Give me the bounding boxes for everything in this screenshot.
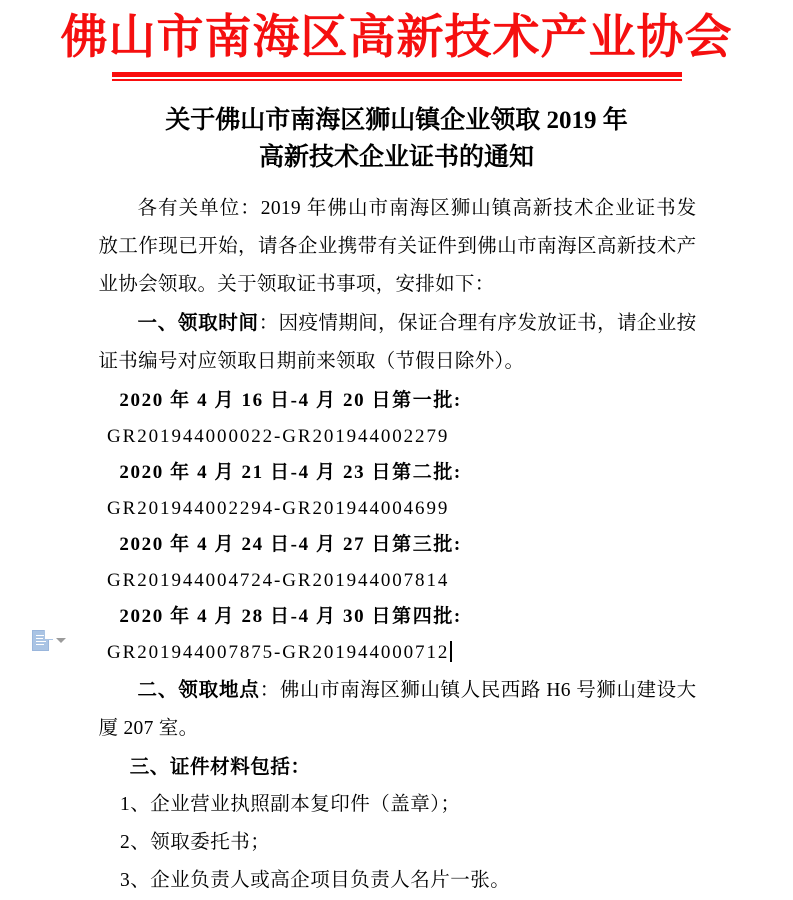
batch-range-4: GR201944007875-GR201944000712	[107, 641, 450, 663]
text-cursor	[450, 641, 452, 662]
batch-date-1: 2020 年 4 月 16 日-4 月 20 日第一批:	[119, 389, 462, 411]
material-item-2: 2、领取委托书；	[119, 831, 271, 853]
divider-thin-rule	[112, 79, 682, 81]
section-materials-heading: 三、证件材料包括：	[129, 755, 311, 778]
batch-date-3: 2020 年 4 月 24 日-4 月 27 日第三批:	[119, 533, 462, 555]
batch-date-4: 2020 年 4 月 28 日-4 月 30 日第四批:	[119, 605, 462, 627]
batch-range-2: GR201944002294-GR201944004699	[107, 497, 450, 519]
section-time-body: ：因疫情期间，保证合理有序发放证书，请企业按证书编号对应领取日期前来领取（节假日除外）。	[98, 312, 697, 372]
section-time	[99, 304, 697, 381]
batch-list	[99, 383, 697, 671]
organization-name: 佛山市南海区高新技术产业协会	[60, 12, 733, 64]
batch-range-3: GR201944004724-GR201944007814	[107, 569, 450, 591]
document-title	[107, 103, 687, 176]
batch-range-4-wrap	[99, 635, 697, 671]
opening-paragraph: 各有关单位：2019 年佛山市南海区狮山镇高新技术企业证书发放工作现已开始，请各企业携带有关证件到佛山市南海区高新技术产业协会领取。关于领取证书事项，安排如下：	[98, 197, 697, 295]
document-body	[97, 190, 697, 900]
section-location	[99, 671, 697, 748]
batch-date-2: 2020 年 4 月 21 日-4 月 23 日第二批:	[119, 461, 462, 483]
paste-options-icon[interactable]	[32, 630, 49, 651]
letterhead-divider	[112, 72, 682, 81]
section-time-heading: 一、领取时间	[137, 311, 259, 334]
document-title-line-2: 高新技术企业证书的通知	[258, 143, 534, 171]
chevron-down-icon[interactable]	[56, 638, 66, 643]
batch-range-1: GR201944000022-GR201944002279	[107, 425, 450, 447]
section-location-heading: 二、领取地点	[137, 678, 260, 701]
material-item-1: 1、企业营业执照副本复印件（盖章）；	[119, 793, 461, 815]
section-location-body: ：佛山市南海区狮山镇人民西路 H6 号狮山建设大厦 207 室。	[98, 679, 697, 739]
paste-options-widget[interactable]	[32, 630, 66, 651]
paste-icon-lines	[36, 635, 46, 647]
letterhead	[0, 0, 793, 81]
material-item-3: 3、企业负责人或高企项目负责人名片一张。	[119, 869, 511, 891]
document-title-line-1: 关于佛山市南海区狮山镇企业领取 2019 年	[165, 107, 628, 135]
